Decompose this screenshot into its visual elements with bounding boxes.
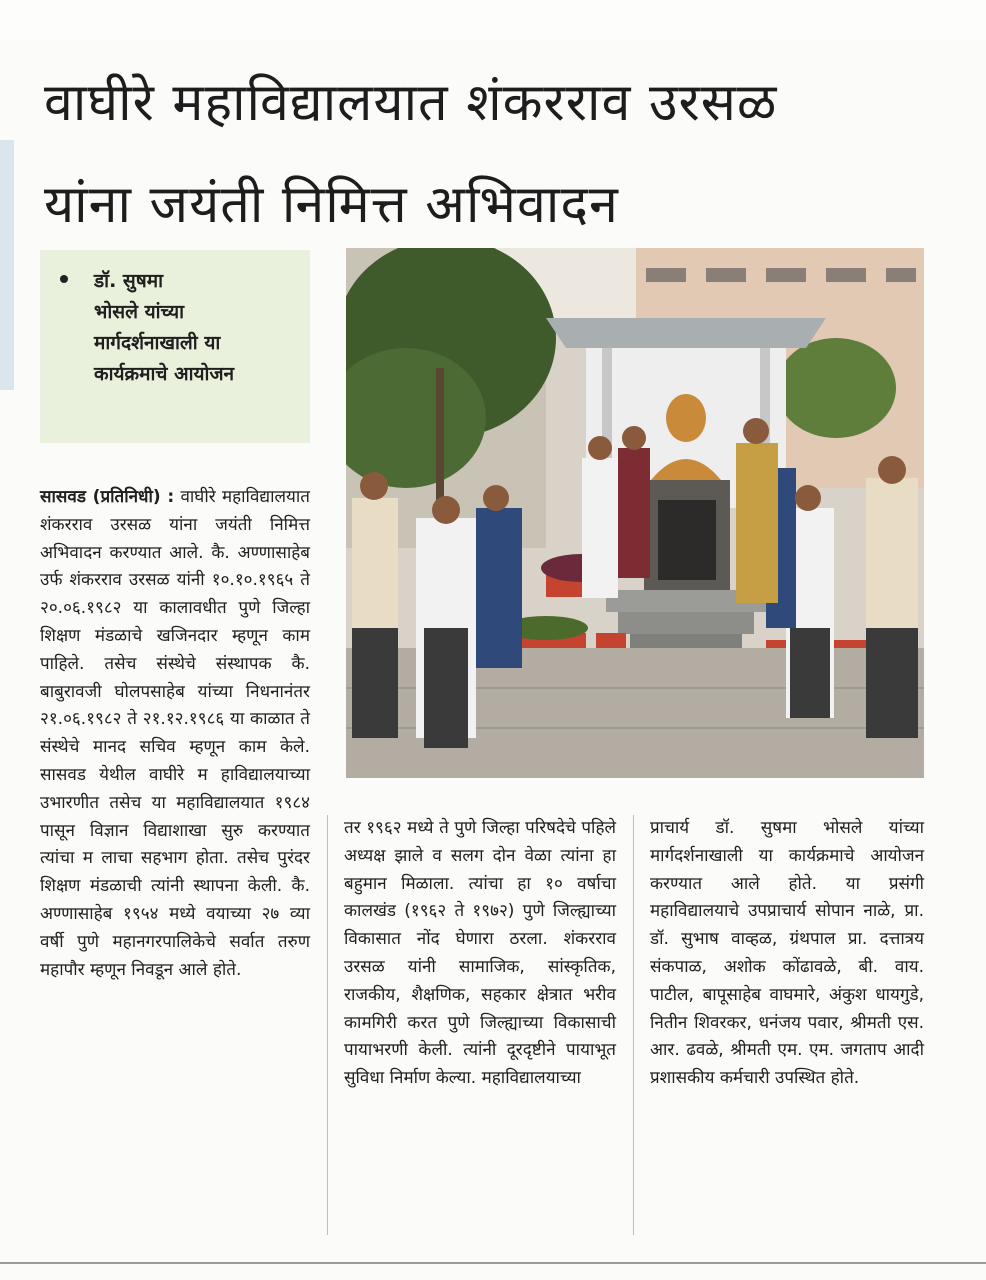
bottom-rule bbox=[0, 1262, 986, 1264]
highlight-box bbox=[40, 250, 310, 443]
article-column-2: तर १९६२ मध्ये ते पुणे जिल्हा परिषदेचे पहिले अध्यक्ष झाले व सलग दोन वेळा त्यांना हा बहुमान मिळाला. त्यांचा हा १० वर्षाचा कालखंड (१९६२ ते १९७२) पुणे जिल्ह्याच्या विकासात नोंद घेणारा ठरला. शंकरराव उरसळ यांनी सामाजिक, सांस्कृतिक, राजकीय, शैक्षणिक, सहकार क्षेत्रात भरीव कामगिरी करत पुणे जिल्ह्याच्या विकासाची पायाभरणी केली. त्यांनी दूरदृष्टीने पायाभूत सुविधा निर्माण केल्या. महाविद्यालयाच्या bbox=[344, 818, 616, 1089]
headline-line-2: यांना जयंती निमित्त अभिवादन bbox=[44, 175, 619, 235]
article-column-1-text: वाघीरे महाविद्यालयात शंकरराव उरसळ यांना जयंती निमित्त अभिवादन करण्यात आले. कै. अण्णासाहेब उर्फ शंकरराव उरसळ यांनी १०.१०.१९६५ ते २०.०६.१९८२ या कालावधीत पुणे जिल्हा शिक्षण मंडळाचे खजिनदार म्हणून काम पाहिले. तसेच संस्थेचे संस्थापक कै. बाबुरावजी घोलपसाहेब यांच्या निधनानंतर २१.०६.१९८२ ते २१.१२.१९८६ या काळात ते संस्थेचे मानद सचिव म्हणून काम केले. सासवड येथील वाघीरे म हाविद्यालयाच्या उभारणीत तसेच या महाविद्यालयात १९८४ पासून विज्ञान विद्याशाखा सुरु करण्यात त्यांचा म लाचा सहभाग होता. तसेच पुरंदर शिक्षण मंडळाची त्यांनी स्थापना केली. कै. अण्णासाहेब १९५४ मध्ये वयाच्या २७ व्या वर्षी पुणे महानगरपालिकेचे सर्वात तरुण महापौर म्हणून निवडून आले होते. bbox=[40, 487, 310, 980]
highlight-line-2: भोसले यांच्या bbox=[94, 301, 185, 323]
dateline: सासवड (प्रतिनिधी) : bbox=[40, 487, 175, 507]
article-column-3: प्राचार्य डॉ. सुषमा भोसले यांच्या मार्गदर्शनाखाली या कार्यक्रमाचे आयोजन करण्यात आले होते. या प्रसंगी महाविद्यालयाचे उपप्राचार्य सोपान नाळे, प्रा. डॉ. सुभाष वाव्हळ, ग्रंथपाल प्रा. दत्तात्रय संकपाळ, अशोक कोंढावळे, बी. वाय. पाटील, बापूसाहेब वाघमारे, अंकुश धायगुडे, नितीन शिवरकर, धनंजय पवार, श्रीमती एस. आर. ढवळे, श्रीमती एम. एम. जगताप आदी प्रशासकीय कर्मचारी उपस्थित होते. bbox=[650, 818, 924, 1089]
page-edge-mark bbox=[0, 140, 14, 390]
top-margin bbox=[0, 0, 986, 40]
column-rule-2 bbox=[633, 815, 634, 1235]
bullet-icon bbox=[60, 275, 68, 283]
column-rule-1 bbox=[327, 815, 328, 1235]
headline-line-1: वाघीरे महाविद्यालयात शंकरराव उरसळ bbox=[44, 73, 778, 133]
highlight-line-1: डॉ. सुषमा bbox=[94, 270, 164, 292]
highlight-line-4: कार्यक्रमाचे आयोजन bbox=[94, 363, 235, 385]
highlight-line-3: मार्गदर्शनाखाली या bbox=[94, 332, 221, 354]
article-column-1 bbox=[40, 484, 310, 984]
event-photo-illustration bbox=[346, 248, 924, 778]
headline bbox=[44, 52, 944, 256]
event-photo bbox=[346, 248, 924, 778]
